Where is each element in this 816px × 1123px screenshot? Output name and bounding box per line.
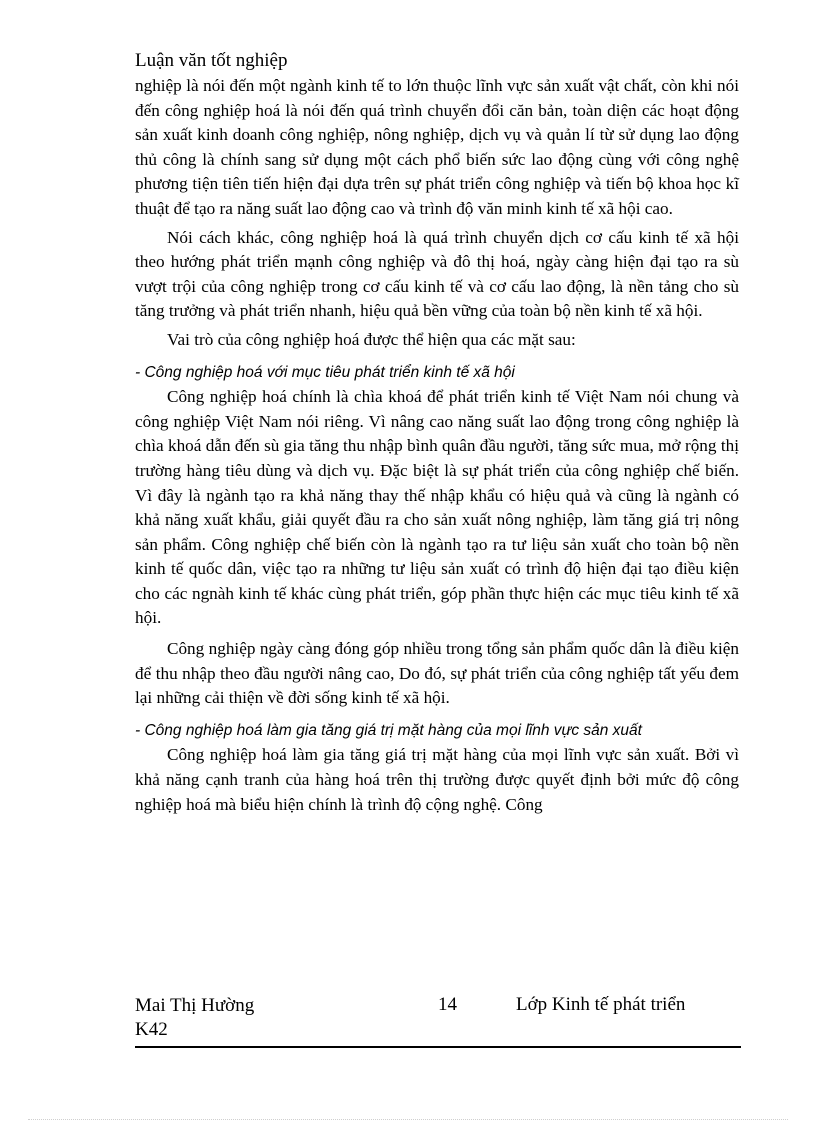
section-heading: - Công nghiệp hoá làm gia tăng giá trị mặt hàng của mọi lĩnh vực sản xuất bbox=[135, 721, 642, 739]
footer-class: Lớp Kinh tế phát triển bbox=[516, 994, 686, 1015]
page-number: 14 bbox=[438, 994, 457, 1015]
paragraph: Nói cách khác, công nghiệp hoá là quá trình chuyển dịch cơ cấu kinh tế xã hội theo hướng phát triển mạnh công nghiệp và đô thị hoá, ngày càng hiện đại tạo ra sù vượt trội của công nghiệp trong cơ cấu kinh tế và cơ cấu lao động, là nền tảng cho sù tăng trưởng và phát triển nhanh, hiệu quả bền vững của toàn bộ nền kinh tế xã hội. bbox=[135, 227, 739, 321]
footer-author bbox=[135, 994, 254, 1042]
author-name: Mai Thị Hường bbox=[135, 995, 255, 1016]
footer-rule bbox=[135, 1046, 741, 1048]
running-header: Luận văn tốt nghiệp bbox=[135, 50, 288, 71]
paragraph: Công nghiệp hoá làm gia tăng giá trị mặt hàng của mọi lĩnh vực sản xuất. Bởi vì khả năng cạnh tranh của hàng hoá trên thị trường được quyết định bởi mức độ công nghiệp hoá mà biểu hiện chính là trình độ cộng nghệ. Công bbox=[135, 745, 739, 814]
author-cohort: K42 bbox=[135, 1019, 168, 1040]
section-heading: - Công nghiệp hoá với mục tiêu phát triển kinh tế xã hội bbox=[135, 363, 515, 381]
paragraph: Công nghiệp hoá chính là chìa khoá để phát triển kinh tế Việt Nam nói chung và công nghiệp Việt Nam nói riêng. Vì nâng cao năng suất lao động trong công nghiệp là chìa khoá dẫn đến sù gia tăng thu nhập bình quân đầu người, tăng sức mua, mở rộng thị trường hàng tiêu dùng và dịch vụ. Đặc biệt là sự phát triển của công nghiệp chế biến. Vì đây là ngành tạo ra khả năng thay thế nhập khẩu có hiệu quả và cũng là ngành có khả năng xuất khẩu, giải quyết đầu ra cho sản xuất nông nghiệp, làm tăng giá trị nông sản phẩm. Công nghiệp chế biến còn là ngành tạo ra tư liệu sản xuất cho toàn bộ nền kinh tế quốc dân, việc tạo ra những tư liệu sản xuất có trình độ hiện đại tạo điều kiện cho các ngnàh kinh tế khác cùng phát triển, góp phần thực hiện các mục tiêu kinh tế xã hội. bbox=[135, 387, 739, 628]
paragraph: Công nghiệp ngày càng đóng góp nhiều trong tổng sản phẩm quốc dân là điều kiện để thu nhập theo đầu người nâng cao, Do đó, sự phát triển của công nghiệp tất yếu đem lại những cải thiện về đời sống kinh tế xã hội. bbox=[135, 639, 739, 708]
paragraph-continuation: nghiệp là nói đến một ngành kinh tế to lớn thuộc lĩnh vực sản xuất vật chất, còn khi nói đến công nghiệp hoá là nói đến quá trình chuyển đổi căn bản, toàn diện các hoạt động sản xuất kinh doanh công nghiệp, nông nghiệp, dịch vụ và quản lí từ sử dụng lao động thủ công là chính sang sử dụng một cách phổ biến sức lao động cùng với công nghệ phương tiện tiên tiến hiện đại dựa trên sự phát triển công nghiệp và tiến bộ khoa học kĩ thuật để tạo ra năng suất lao động cao và trình độ văn minh kinh tế xã hội cao. bbox=[135, 76, 739, 218]
body-text bbox=[135, 74, 739, 817]
paragraph: Vai trò của công nghiệp hoá được thể hiện qua các mặt sau: bbox=[167, 329, 576, 349]
page-bottom-dotted-line bbox=[28, 1119, 788, 1120]
